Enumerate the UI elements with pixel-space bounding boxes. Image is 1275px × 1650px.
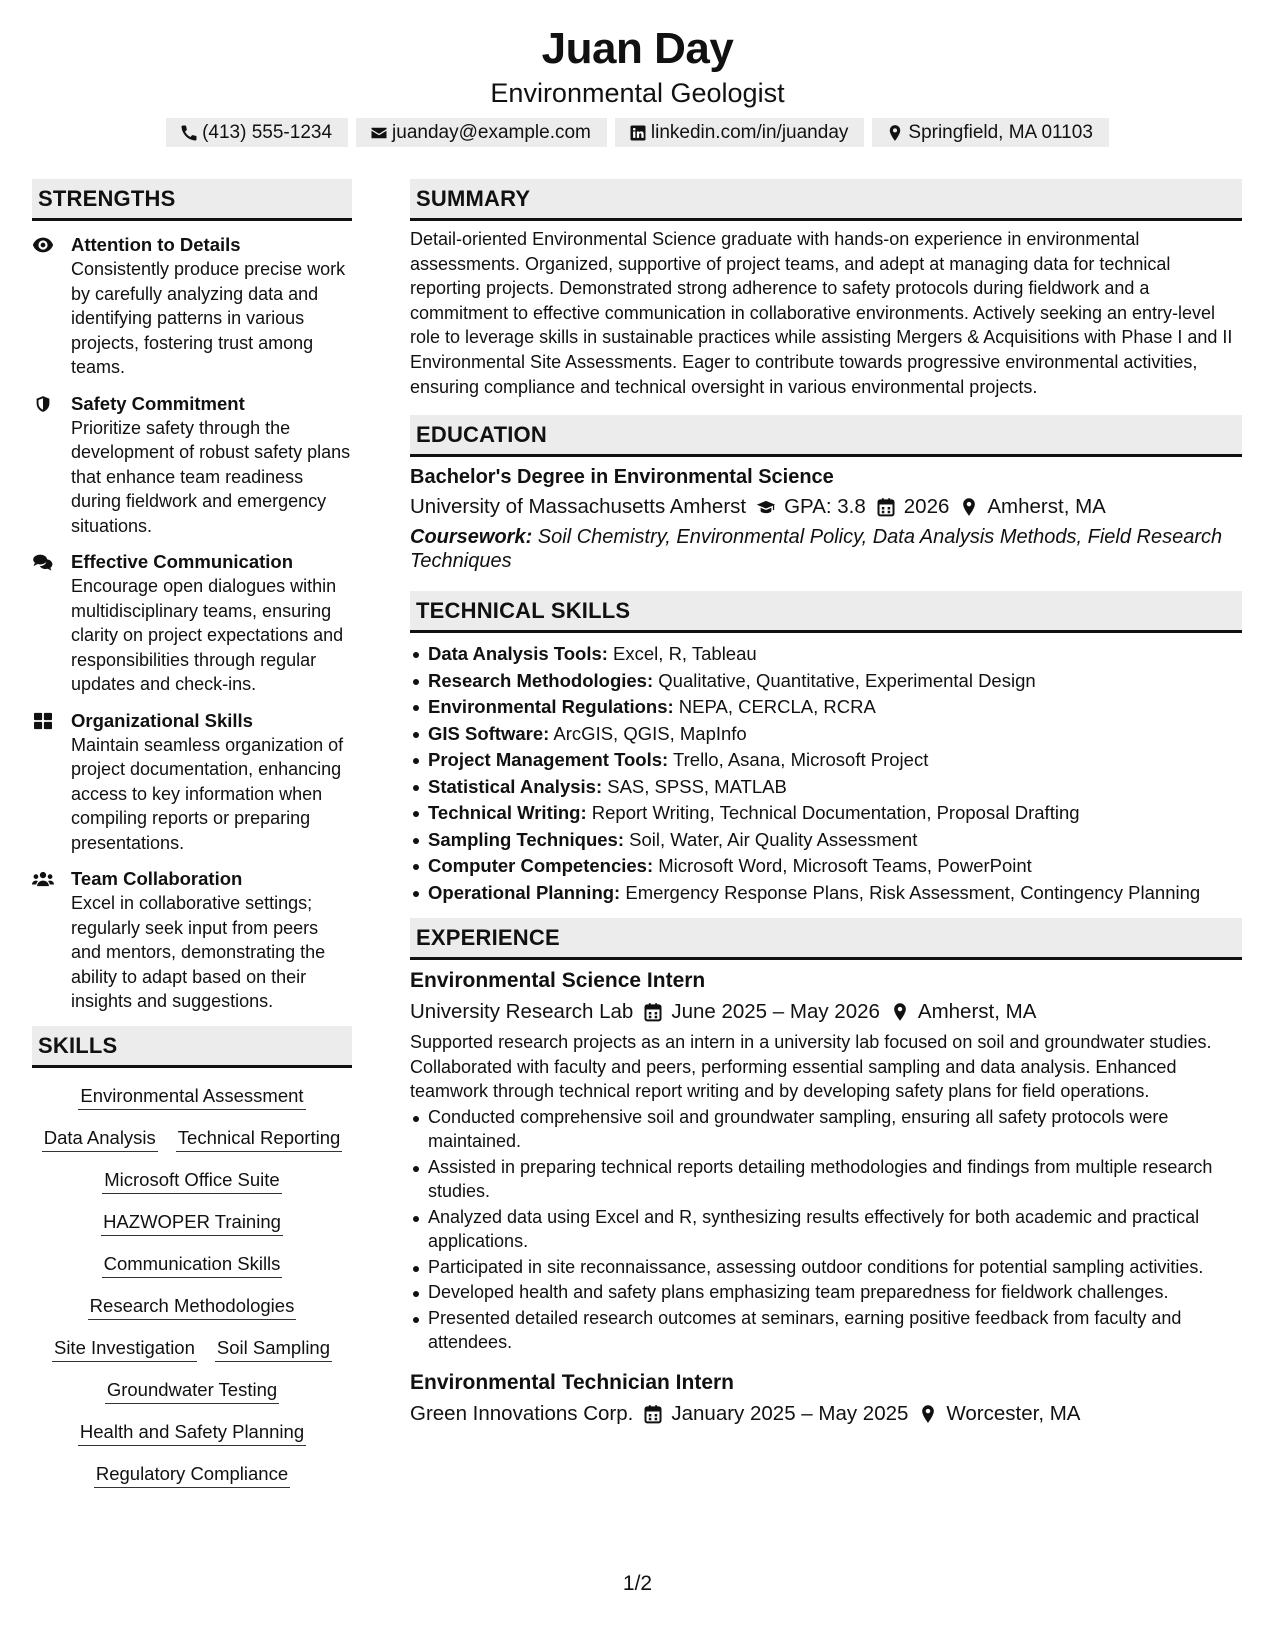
- skill-tag: Microsoft Office Suite: [102, 1166, 281, 1194]
- calendar-icon: [643, 1002, 663, 1022]
- strength-description: Excel in collaborative settings; regularly seek input from peers and mentors, demonstrating the ability to adapt based on their insights and suggestions.: [71, 893, 326, 1011]
- grid-icon: [32, 712, 54, 730]
- job-bullets: [410, 1105, 1242, 1355]
- job-entry: [410, 967, 1242, 1355]
- degree-title: Bachelor's Degree in Environmental Science: [410, 466, 834, 489]
- skill-tag: Groundwater Testing: [105, 1376, 279, 1404]
- strength-title: Organizational Skills: [71, 709, 253, 731]
- job-organization: Green Innovations Corp.: [410, 1401, 634, 1425]
- skill-tag: Health and Safety Planning: [78, 1418, 306, 1446]
- calendar-icon: [876, 497, 896, 517]
- summary-heading: SUMMARY: [410, 179, 1242, 221]
- page-number: 1/2: [622, 1572, 653, 1595]
- contact-phone[interactable]: [166, 118, 348, 147]
- strength-item: [32, 233, 352, 380]
- job-organization: University Research Lab: [410, 1000, 634, 1024]
- skill-values: Trello, Asana, Microsoft Project: [668, 749, 929, 771]
- experience-heading: EXPERIENCE: [410, 918, 1242, 960]
- graduation-cap-icon: [756, 497, 776, 517]
- strengths-list: [32, 233, 352, 1014]
- strengths-heading: STRENGTHS: [32, 179, 352, 221]
- skill-values: Microsoft Word, Microsoft Teams, PowerPoint: [653, 855, 1032, 877]
- strength-item: [32, 709, 352, 856]
- job-dates: June 2025 – May 2026: [671, 1000, 880, 1024]
- users-icon: [32, 870, 54, 888]
- skill-tag: Environmental Assessment: [78, 1082, 305, 1110]
- map-pin-icon: [890, 1002, 910, 1022]
- skill-values: Qualitative, Quantitative, Experimental Design: [653, 669, 1036, 691]
- right-column: [410, 179, 1242, 1429]
- list-item: [410, 827, 1242, 854]
- skill-tag: Technical Reporting: [176, 1124, 342, 1152]
- strength-title: Attention to Details: [71, 234, 241, 255]
- resume-header: [0, 22, 1275, 147]
- strength-item: [32, 550, 352, 697]
- contact-email[interactable]: [356, 118, 607, 147]
- candidate-role: Environmental Geologist: [490, 78, 785, 108]
- skill-category: Technical Writing:: [428, 802, 587, 824]
- strength-description: Encourage open dialogues within multidisciplinary teams, ensuring clarity on project expectations and responsibilities through regular updates and check-ins.: [71, 576, 344, 694]
- job-location: Amherst, MA: [917, 1000, 1037, 1024]
- skill-category: Operational Planning:: [428, 881, 621, 903]
- list-item: [410, 747, 1242, 774]
- skill-values: Excel, R, Tableau: [607, 643, 757, 665]
- email-text: juanday@example.com: [392, 122, 591, 143]
- skill-tag: Communication Skills: [102, 1250, 283, 1278]
- job-meta: [410, 997, 1242, 1027]
- strength-description: Prioritize safety through the development of robust safety plans that enhance team readiness during fieldwork and emergency situations.: [71, 417, 351, 536]
- skill-values: ArcGIS, QGIS, MapInfo: [549, 722, 747, 744]
- list-item: [410, 721, 1242, 748]
- map-pin-icon: [959, 497, 979, 517]
- list-item: [410, 800, 1242, 827]
- skills-heading: SKILLS: [32, 1026, 352, 1068]
- technical-skills-heading: TECHNICAL SKILLS: [410, 591, 1242, 633]
- skill-values: Emergency Response Plans, Risk Assessment, Contingency Planning: [620, 881, 1201, 903]
- skill-category: Research Methodologies:: [428, 669, 654, 691]
- list-item: [410, 641, 1242, 668]
- skill-category: Project Management Tools:: [428, 749, 669, 771]
- envelope-icon: [370, 124, 388, 142]
- strength-description: Maintain seamless organization of project documentation, enhancing access to key information when compiling reports or preparing presentations.: [71, 734, 344, 853]
- linkedin-icon: [629, 124, 647, 142]
- contact-linkedin[interactable]: [615, 118, 865, 147]
- technical-skills-list: [410, 641, 1242, 906]
- school-location: Amherst, MA: [987, 495, 1106, 519]
- shield-icon: [32, 395, 54, 413]
- education-heading: EDUCATION: [410, 415, 1242, 457]
- list-item: [410, 880, 1242, 907]
- list-item: Participated in site reconnaissance, assessing outdoor conditions for potential sampling activities.: [410, 1255, 1242, 1280]
- eye-icon: [32, 236, 54, 254]
- skills-tags: [32, 1082, 352, 1488]
- skill-category: Sampling Techniques:: [428, 828, 624, 850]
- list-item: [410, 774, 1242, 801]
- contact-bar: [0, 118, 1275, 147]
- skill-tag: Site Investigation: [52, 1334, 197, 1362]
- skill-tag: HAZWOPER Training: [101, 1208, 283, 1236]
- skill-tag: Research Methodologies: [88, 1292, 297, 1320]
- coursework: [410, 525, 1242, 573]
- map-pin-icon: [886, 124, 904, 142]
- skill-category: Data Analysis Tools:: [428, 643, 608, 665]
- strength-item: [32, 392, 352, 539]
- candidate-name: Juan Day: [541, 24, 734, 73]
- graduation-year: 2026: [903, 495, 950, 519]
- gpa-text: GPA: 3.8: [784, 495, 866, 519]
- list-item: Assisted in preparing technical reports detailing methodologies and findings from multiple research studies.: [410, 1155, 1242, 1204]
- skill-values: Report Writing, Technical Documentation, Proposal Drafting: [586, 802, 1080, 824]
- list-item: Conducted comprehensive soil and groundwater sampling, ensuring all safety protocols were maintained.: [410, 1105, 1242, 1154]
- list-item: [410, 694, 1242, 721]
- left-column: [32, 179, 352, 1488]
- skill-category: Environmental Regulations:: [428, 696, 674, 718]
- job-dates: January 2025 – May 2025: [671, 1401, 909, 1425]
- job-title: Environmental Science Intern: [410, 969, 706, 993]
- coursework-label: Coursework:: [410, 526, 533, 549]
- linkedin-text: linkedin.com/in/juanday: [650, 122, 849, 143]
- job-meta: [410, 1399, 1242, 1429]
- phone-text: (413) 555-1234: [202, 122, 333, 143]
- education-meta: [410, 492, 1242, 522]
- strength-item: [32, 867, 352, 1014]
- skill-tag: Soil Sampling: [215, 1334, 332, 1362]
- strength-title: Team Collaboration: [71, 868, 243, 889]
- job-description: Supported research projects as an intern in a university lab focused on soil and groundwater studies. Collaborated with faculty and peers, performing essential sampling and data analysis. Enhanced teamwork through technical report writing and by developing safety plans for field operations.: [410, 1032, 1212, 1102]
- strength-description: Consistently produce precise work by carefully analyzing data and identifying patterns in various projects, fostering trust among teams.: [71, 259, 346, 377]
- calendar-icon: [643, 1404, 663, 1424]
- strength-title: Safety Commitment: [71, 392, 245, 414]
- list-item: Analyzed data using Excel and R, synthesizing results effectively for both academic and practical applications.: [410, 1205, 1242, 1254]
- skill-values: SAS, SPSS, MATLAB: [602, 775, 787, 797]
- skill-category: Statistical Analysis:: [428, 775, 603, 797]
- skill-category: Computer Competencies:: [428, 855, 654, 877]
- skill-category: GIS Software:: [428, 722, 550, 744]
- job-location: Worcester, MA: [946, 1401, 1081, 1425]
- summary-text: Detail-oriented Environmental Science graduate with hands-on experience in environmental assessments. Organized, supportive of project teams, and adept at managing data for technical reporting projects. Demonstrated strong adherence to safety protocols during fieldwork and a commitment to effective communication in collaborative environments. Actively seeking an entry-level role to leverage skills in sustainable practices while assisting Mergers & Acquisitions with Phase I and II Environmental Site Assessments. Eager to contribute towards progressive environmental activities, ensuring compliance and technical oversight in various environmental projects.: [410, 229, 1233, 397]
- list-item: [410, 853, 1242, 880]
- list-item: [410, 668, 1242, 695]
- map-pin-icon: [918, 1404, 938, 1424]
- location-text: Springfield, MA 01103: [908, 122, 1093, 143]
- strength-title: Effective Communication: [71, 551, 294, 572]
- skill-values: Soil, Water, Air Quality Assessment: [623, 828, 918, 850]
- skill-values: NEPA, CERCLA, RCRA: [673, 696, 876, 718]
- contact-location[interactable]: [872, 118, 1109, 147]
- coursework-list: Soil Chemistry, Environmental Policy, Data Analysis Methods, Field Research Techniques: [410, 526, 1223, 573]
- list-item: Developed health and safety plans emphasizing team preparedness for fieldwork challenges.: [410, 1280, 1242, 1305]
- job-entry: [410, 1369, 1242, 1429]
- job-title: Environmental Technician Intern: [410, 1370, 735, 1394]
- school-name: University of Massachusetts Amherst: [410, 495, 747, 519]
- skill-tag: Data Analysis: [42, 1124, 158, 1152]
- chat-icon: [32, 553, 54, 571]
- skill-tag: Regulatory Compliance: [94, 1460, 290, 1488]
- phone-icon: [180, 124, 198, 142]
- list-item: Presented detailed research outcomes at seminars, earning positive feedback from faculty and attendees.: [410, 1306, 1242, 1355]
